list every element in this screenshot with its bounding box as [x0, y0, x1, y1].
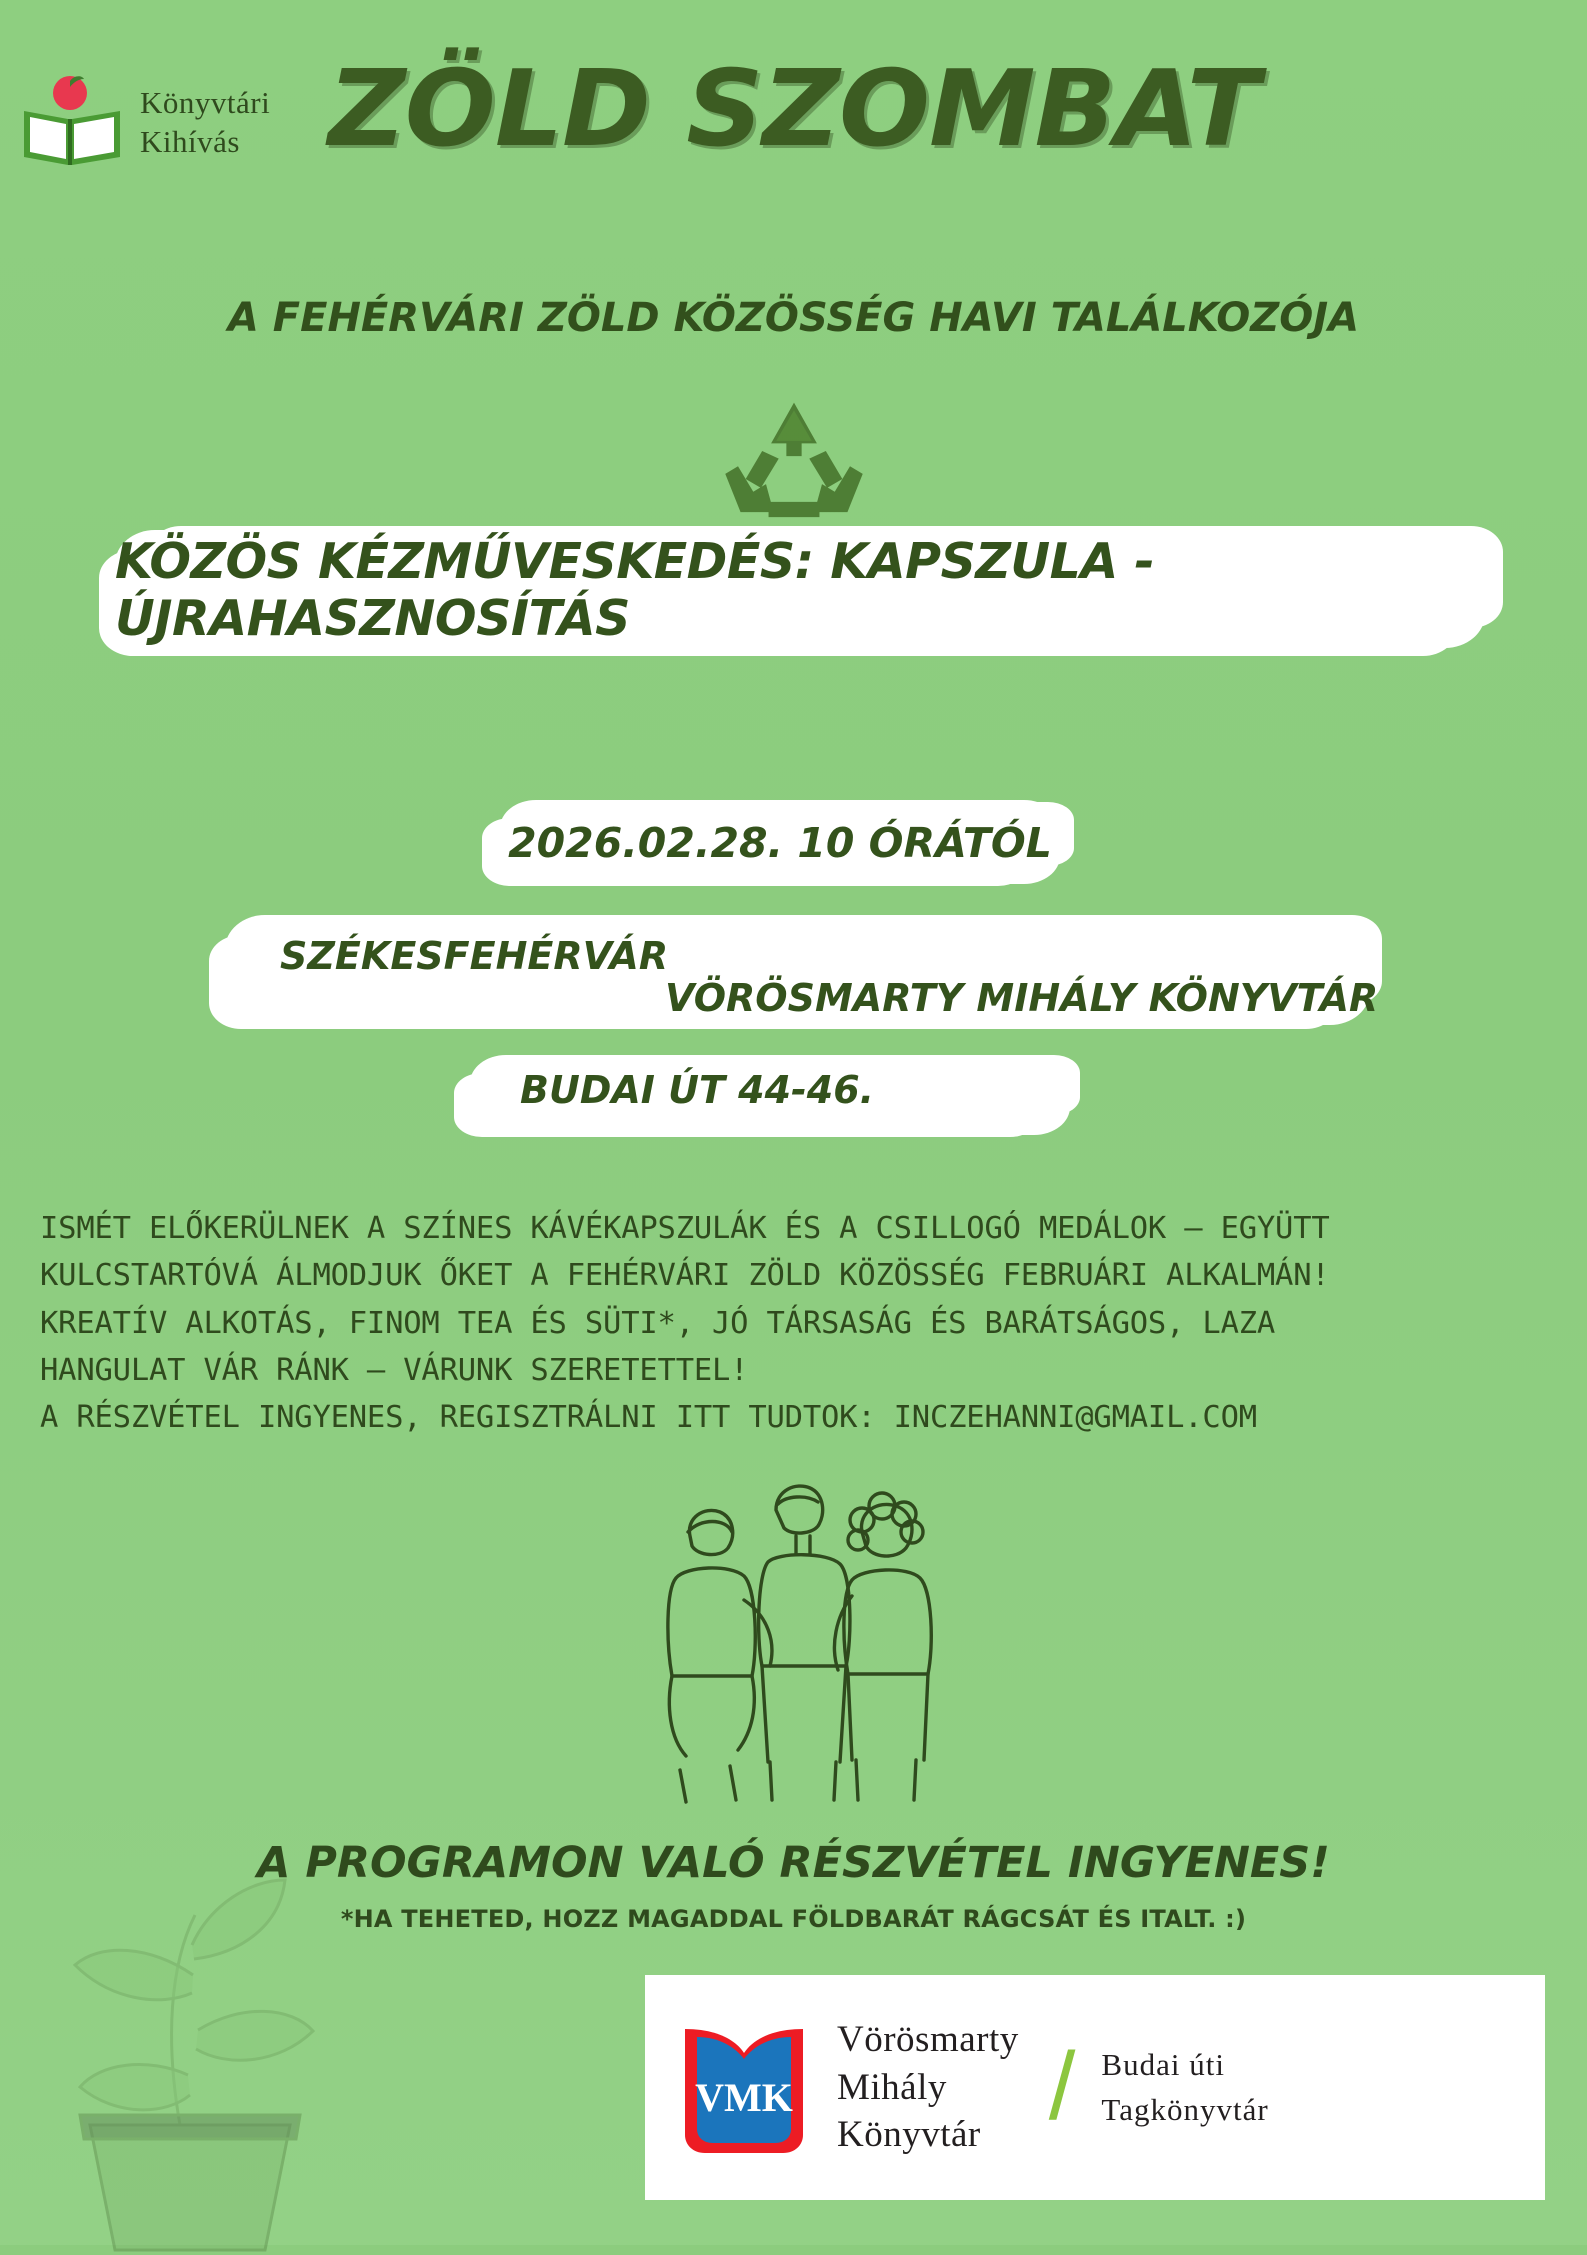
kihivas-logo-line1: Könyvtári [140, 85, 271, 121]
event-date: 2026.02.28. 10 ÓRÁTÓL [508, 819, 1052, 867]
description-line-1: ISMÉT ELŐKERÜLNEK A SZÍNES KÁVÉKAPSZULÁK ÉS A CSILLOGÓ MEDÁLOK – EGYÜTT [40, 1211, 1330, 1246]
logo-separator: / [1048, 2033, 1076, 2141]
description-line-3: KREATÍV ALKOTÁS, FINOM TEA ÉS SÜTI*, JÓ TÁRSASÁG ÉS BARÁTSÁGOS, LAZA [40, 1305, 1276, 1341]
free-participation-note: A PROGRAMON VALÓ RÉSZVÉTEL INGYENES! [257, 1838, 1330, 1888]
activity-banner-text: KÖZÖS KÉZMŰVESKEDÉS: KAPSZULA - ÚJRAHASZNOSÍTÁS [115, 533, 1155, 647]
library-branch-name [1101, 2043, 1268, 2133]
potted-plant-icon [0, 1825, 400, 2255]
description-line-5: A RÉSZVÉTEL INGYENES, REGISZTRÁLNI ITT TUDTOK: INCZEHANNI@GMAIL.COM [40, 1400, 1257, 1436]
vmk-book-logo-icon [669, 2013, 819, 2163]
poster-title: ZÖLD SZOMBAT [328, 48, 1259, 170]
svg-text:VMK: VMK [695, 2074, 793, 2120]
kihivas-logo-line2: Kihívás [140, 124, 240, 159]
library-branch-line2: Tagkönyvtár [1101, 2091, 1269, 2127]
event-city: SZÉKESFEHÉRVÁR [280, 934, 669, 978]
description-line-2: KULCSTARTÓVÁ ÁLMODJUK ŐKET A FEHÉRVÁRI ZÖLD KÖZÖSSÉG FEBRUÁRI ALKALMÁN! [40, 1258, 1330, 1294]
event-description [40, 1205, 1550, 1441]
library-branch-line1: Budai úti [1101, 2046, 1225, 2082]
library-name [837, 2016, 1019, 2158]
event-street: BUDAI ÚT 44-46. [520, 1068, 875, 1112]
asterisk-note: *HA TEHETED, HOZZ MAGADDAL FÖLDBARÁT RÁGCSÁT ÉS ITALT. :) [340, 1905, 1247, 1933]
event-venue: VÖRÖSMARTY MIHÁLY KÖNYVTÁR [665, 976, 1379, 1020]
library-logo-strip [645, 1975, 1545, 2200]
library-name-line2: Mihály [837, 2066, 947, 2108]
library-name-line3: Könyvtár [837, 2114, 981, 2156]
three-people-illustration [600, 1470, 1000, 1830]
description-line-4: HANGULAT VÁR RÁNK – VÁRUNK SZERETETTEL! [40, 1352, 749, 1388]
library-name-line1: Vörösmarty [837, 2019, 1019, 2061]
poster-subtitle: A FEHÉRVÁRI ZÖLD KÖZÖSSÉG HAVI TALÁLKOZÓJA [227, 295, 1360, 341]
recycle-icon [709, 395, 879, 535]
